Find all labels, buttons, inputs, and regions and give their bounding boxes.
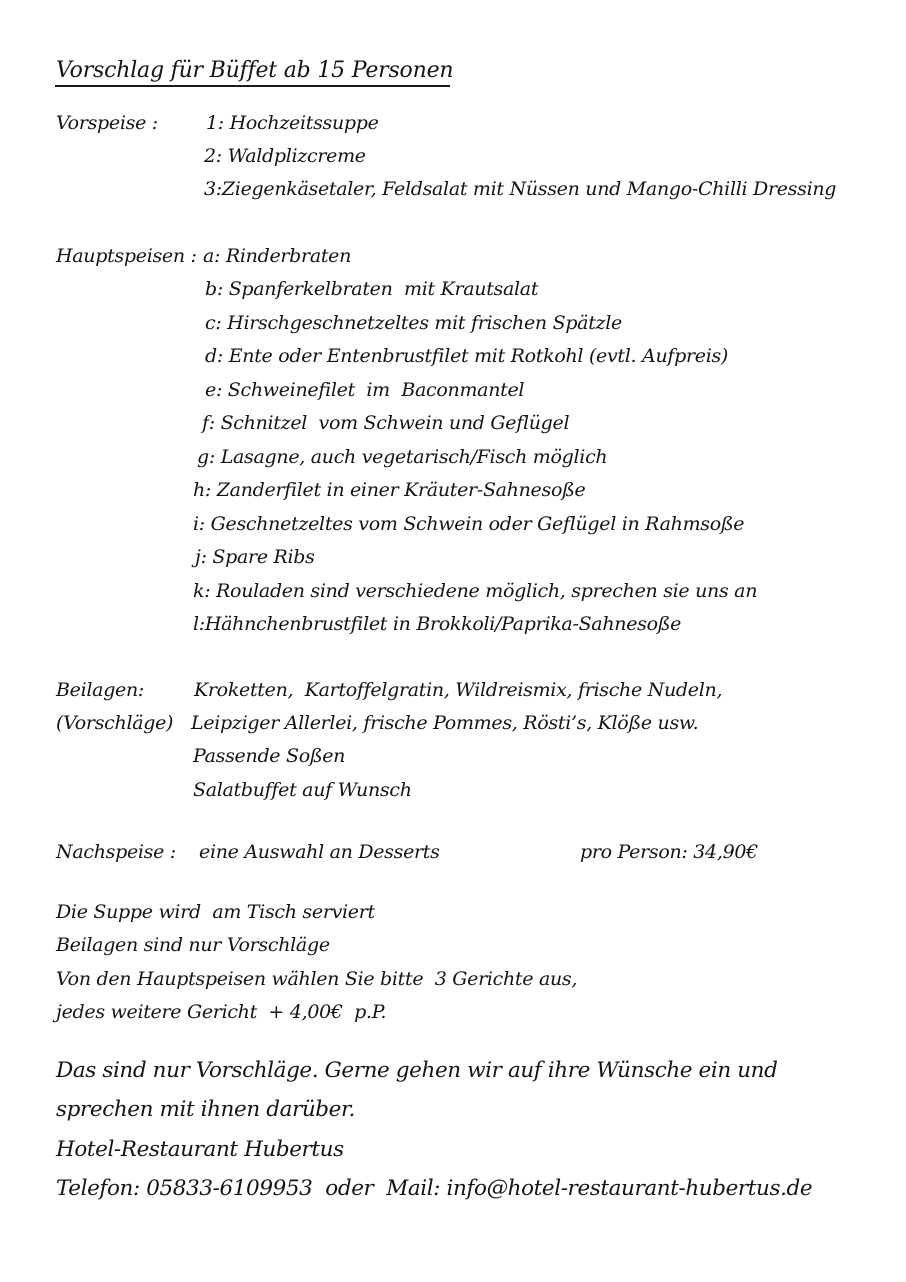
hauptspeise-item: f: Schnitzel vom Schwein und Geflügel [202,412,570,434]
vorspeise-item: 3:Ziegenkäsetaler, Feldsalat mit Nüssen und Mango-Chilli Dressing [204,178,837,200]
closing-line: Das sind nur Vorschläge. Gerne gehen wir auf ihre Wünsche ein und [56,1058,778,1083]
note-line: Von den Hauptspeisen wählen Sie bitte 3 Gerichte aus, [56,968,578,990]
hauptspeise-item: i: Geschnetzeltes vom Schwein oder Geflügel in Rahmsoße [193,513,745,535]
hauptspeise-item: k: Rouladen sind verschiedene möglich, sprechen sie uns an [193,580,758,602]
hauptspeise-item: e: Schweinefilet im Baconmantel [205,379,525,401]
section-sublabel-beilagen: (Vorschläge) [56,712,174,734]
hauptspeise-item: l:Hähnchenbrustfilet in Brokkoli/Paprika-Sahnesoße [193,613,682,635]
hauptspeise-item: a: Rinderbraten [203,245,352,267]
price-per-person: pro Person: 34,90€ [580,841,758,863]
section-label-hauptspeisen: Hauptspeisen : [56,245,197,267]
section-label-nachspeise: Nachspeise : [56,841,176,863]
note-line: jedes weitere Gericht + 4,00€ p.P. [56,1001,387,1023]
note-line: Beilagen sind nur Vorschläge [56,934,330,956]
vorspeise-item: 2: Waldplizcreme [204,145,366,167]
hauptspeise-item: d: Ente oder Entenbrustfilet mit Rotkohl (evtl. Aufpreis) [205,345,729,367]
hauptspeise-item: b: Spanferkelbraten mit Krautsalat [205,278,539,300]
beilage-item: Salatbuffet auf Wunsch [193,779,412,801]
restaurant-name: Hotel-Restaurant Hubertus [56,1137,344,1162]
vorspeise-item: 1: Hochzeitssuppe [206,112,379,134]
nachspeise-item: eine Auswahl an Desserts [199,841,440,863]
section-label-beilagen: Beilagen: [56,679,145,701]
contact-line: Telefon: 05833-6109953 oder Mail: info@hotel-restaurant-hubertus.de [56,1176,813,1201]
note-line: Die Suppe wird am Tisch serviert [56,901,375,923]
hauptspeise-item: h: Zanderfilet in einer Kräuter-Sahnesoße [193,479,586,501]
hauptspeise-item: j: Spare Ribs [195,546,315,568]
beilage-item: Kroketten, Kartoffelgratin, Wildreismix, frische Nudeln, [194,679,723,701]
hauptspeise-item: g: Lasagne, auch vegetarisch/Fisch möglich [197,446,608,468]
beilage-item: Leipziger Allerlei, frische Pommes, Rösti’s, Klöße usw. [191,712,699,734]
title-underline [55,85,450,87]
beilage-item: Passende Soßen [193,745,346,767]
hauptspeise-item: c: Hirschgeschnetzeltes mit frischen Spätzle [205,312,622,334]
document-title: Vorschlag für Büffet ab 15 Personen [56,58,454,83]
closing-line: sprechen mit ihnen darüber. [56,1097,355,1122]
section-label-vorspeise: Vorspeise : [56,112,158,134]
